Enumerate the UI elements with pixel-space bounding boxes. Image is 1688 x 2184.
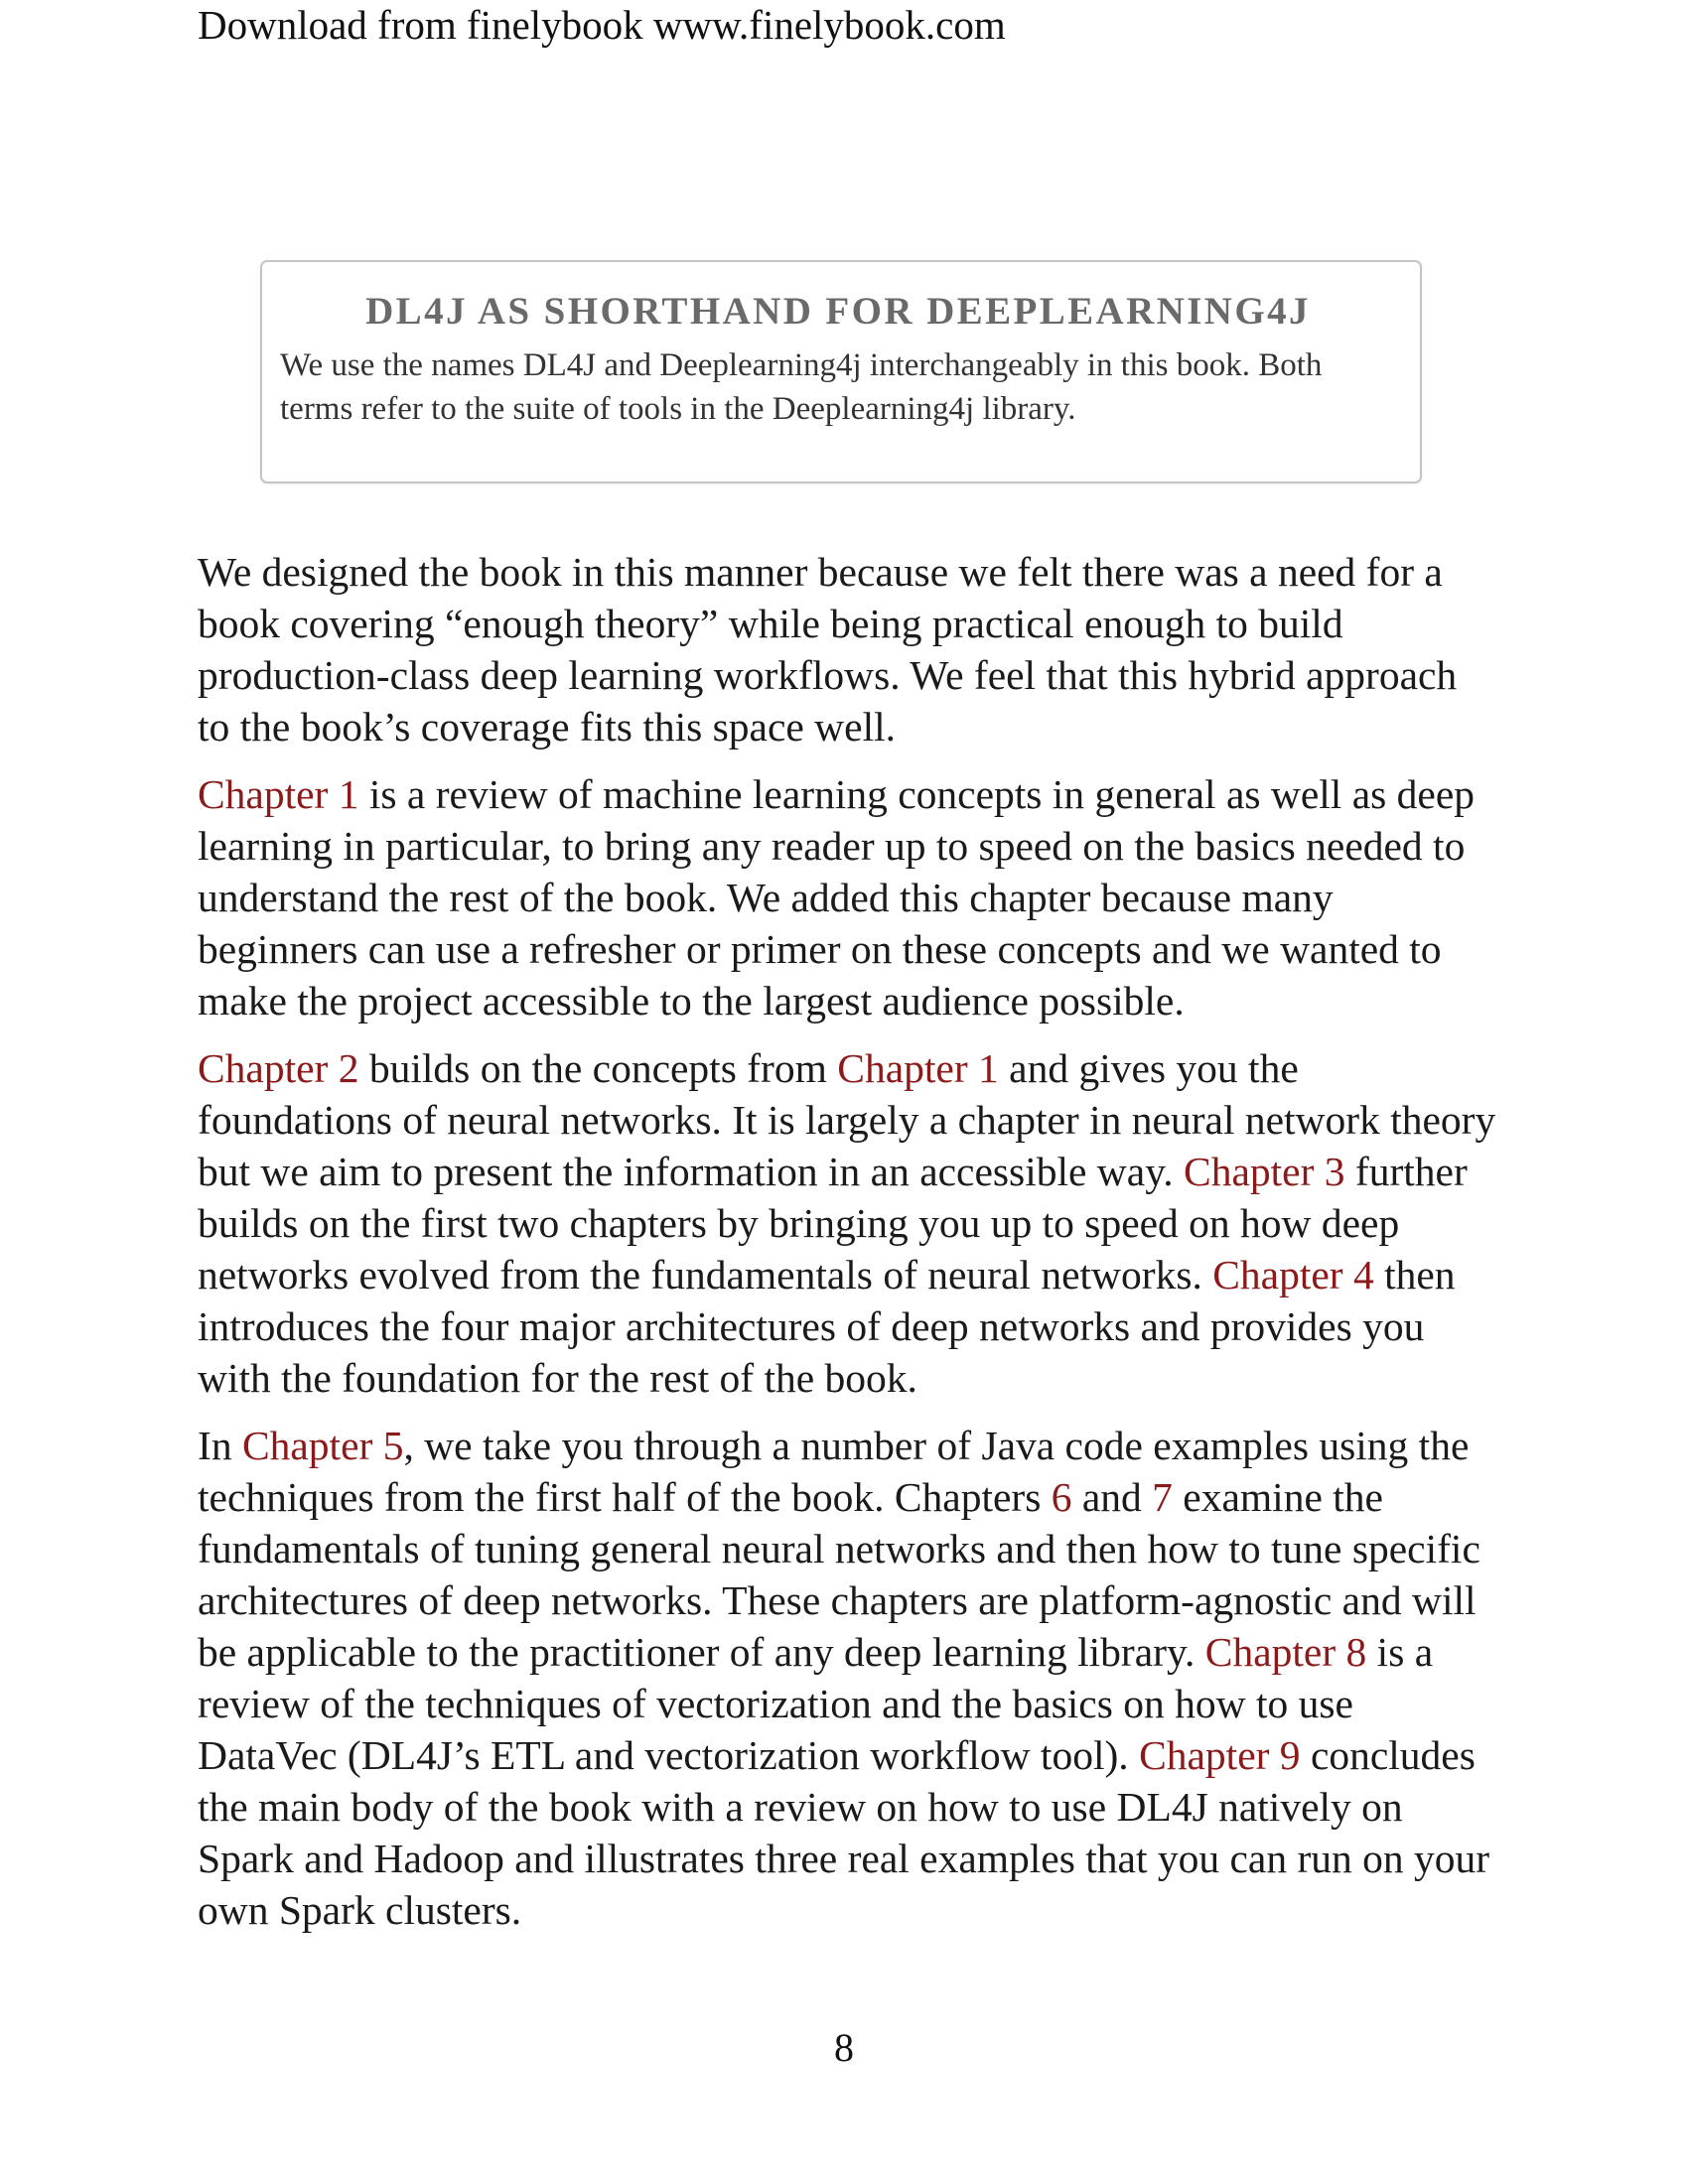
paragraph-text: and gives you the foundations of neural networks. It is largely a chapter in neural network theory but we aim to present the information in an accessible way. bbox=[198, 1045, 1496, 1194]
paragraph-text: is a review of the techniques of vectorization and the basics on how to use DataVec (DL4J’s ETL and vectorization workflow tool). bbox=[198, 1629, 1434, 1778]
chapter-5-link[interactable]: Chapter 5 bbox=[241, 1423, 404, 1468]
chapter-6-link[interactable]: 6 bbox=[1051, 1474, 1072, 1520]
sidebar-note-box bbox=[260, 260, 1422, 483]
paragraph-text: and bbox=[1071, 1474, 1153, 1520]
paragraph-text: then introduces the four major architectures of deep networks and provides you with the foundation for the rest of the book. bbox=[198, 1252, 1456, 1401]
paragraph-text: In bbox=[198, 1423, 242, 1468]
chapter-4-link[interactable]: Chapter 4 bbox=[1212, 1252, 1374, 1297]
paragraph-text: , we take you through a number of Java code examples using the techniques from the first half of the book. Chapters bbox=[198, 1423, 1470, 1520]
chapter-7-link[interactable]: 7 bbox=[1152, 1474, 1173, 1520]
body-text bbox=[198, 546, 1498, 1952]
paragraph-chapters-2-4 bbox=[198, 1042, 1498, 1404]
chapter-1-link[interactable]: Chapter 1 bbox=[198, 771, 359, 817]
note-title: DL4J AS SHORTHAND FOR DEEPLEARNING4J bbox=[365, 290, 1311, 333]
chapter-9-link[interactable]: Chapter 9 bbox=[1139, 1732, 1301, 1778]
paragraph-text: further builds on the first two chapters by bringing you up to speed on how deep networks evolved from the fundamentals of neural networks. bbox=[198, 1149, 1468, 1297]
note-body: We use the names DL4J and Deeplearning4j interchangeably in this book. Both terms refer to the suite of tools in the Deeplearning4j library. bbox=[280, 347, 1323, 427]
chapter-2-link[interactable]: Chapter 2 bbox=[198, 1045, 359, 1091]
paragraph-chapter-1 bbox=[198, 768, 1498, 1026]
paragraph-text: is a review of machine learning concepts in general as well as deep learning in particular, to bring any reader up to speed on the basics needed to understand the rest of the book. We added this chapter because many beginners can use a refresher or primer on these concepts and we wanted to make the project accessible to the largest audience possible. bbox=[198, 771, 1475, 1024]
paragraph-chapters-5-9 bbox=[198, 1420, 1498, 1936]
paragraph-intro: We designed the book in this manner because we felt there was a need for a book covering “enough theory” while being practical enough to build production-class deep learning workflows. We feel that this hybrid approach to the book’s coverage fits this space well. bbox=[198, 549, 1458, 750]
chapter-1-link[interactable]: Chapter 1 bbox=[837, 1045, 999, 1091]
paragraph-text: concludes the main body of the book with a review on how to use DL4J natively on Spark and Hadoop and illustrates three real examples that you can run on your own Spark clusters. bbox=[198, 1732, 1490, 1933]
paragraph-text: examine the fundamentals of tuning general neural networks and then how to tune specific architectures of deep networks. These chapters are platform-agnostic and will be applicable to the practitioner of any deep learning library. bbox=[198, 1474, 1480, 1675]
page-number: 8 bbox=[834, 2025, 854, 2070]
chapter-8-link[interactable]: Chapter 8 bbox=[1204, 1629, 1367, 1675]
download-header: Download from finelybook www.finelybook.com bbox=[198, 2, 1006, 48]
paragraph-text: builds on the concepts from bbox=[358, 1045, 838, 1091]
chapter-3-link[interactable]: Chapter 3 bbox=[1184, 1149, 1345, 1194]
